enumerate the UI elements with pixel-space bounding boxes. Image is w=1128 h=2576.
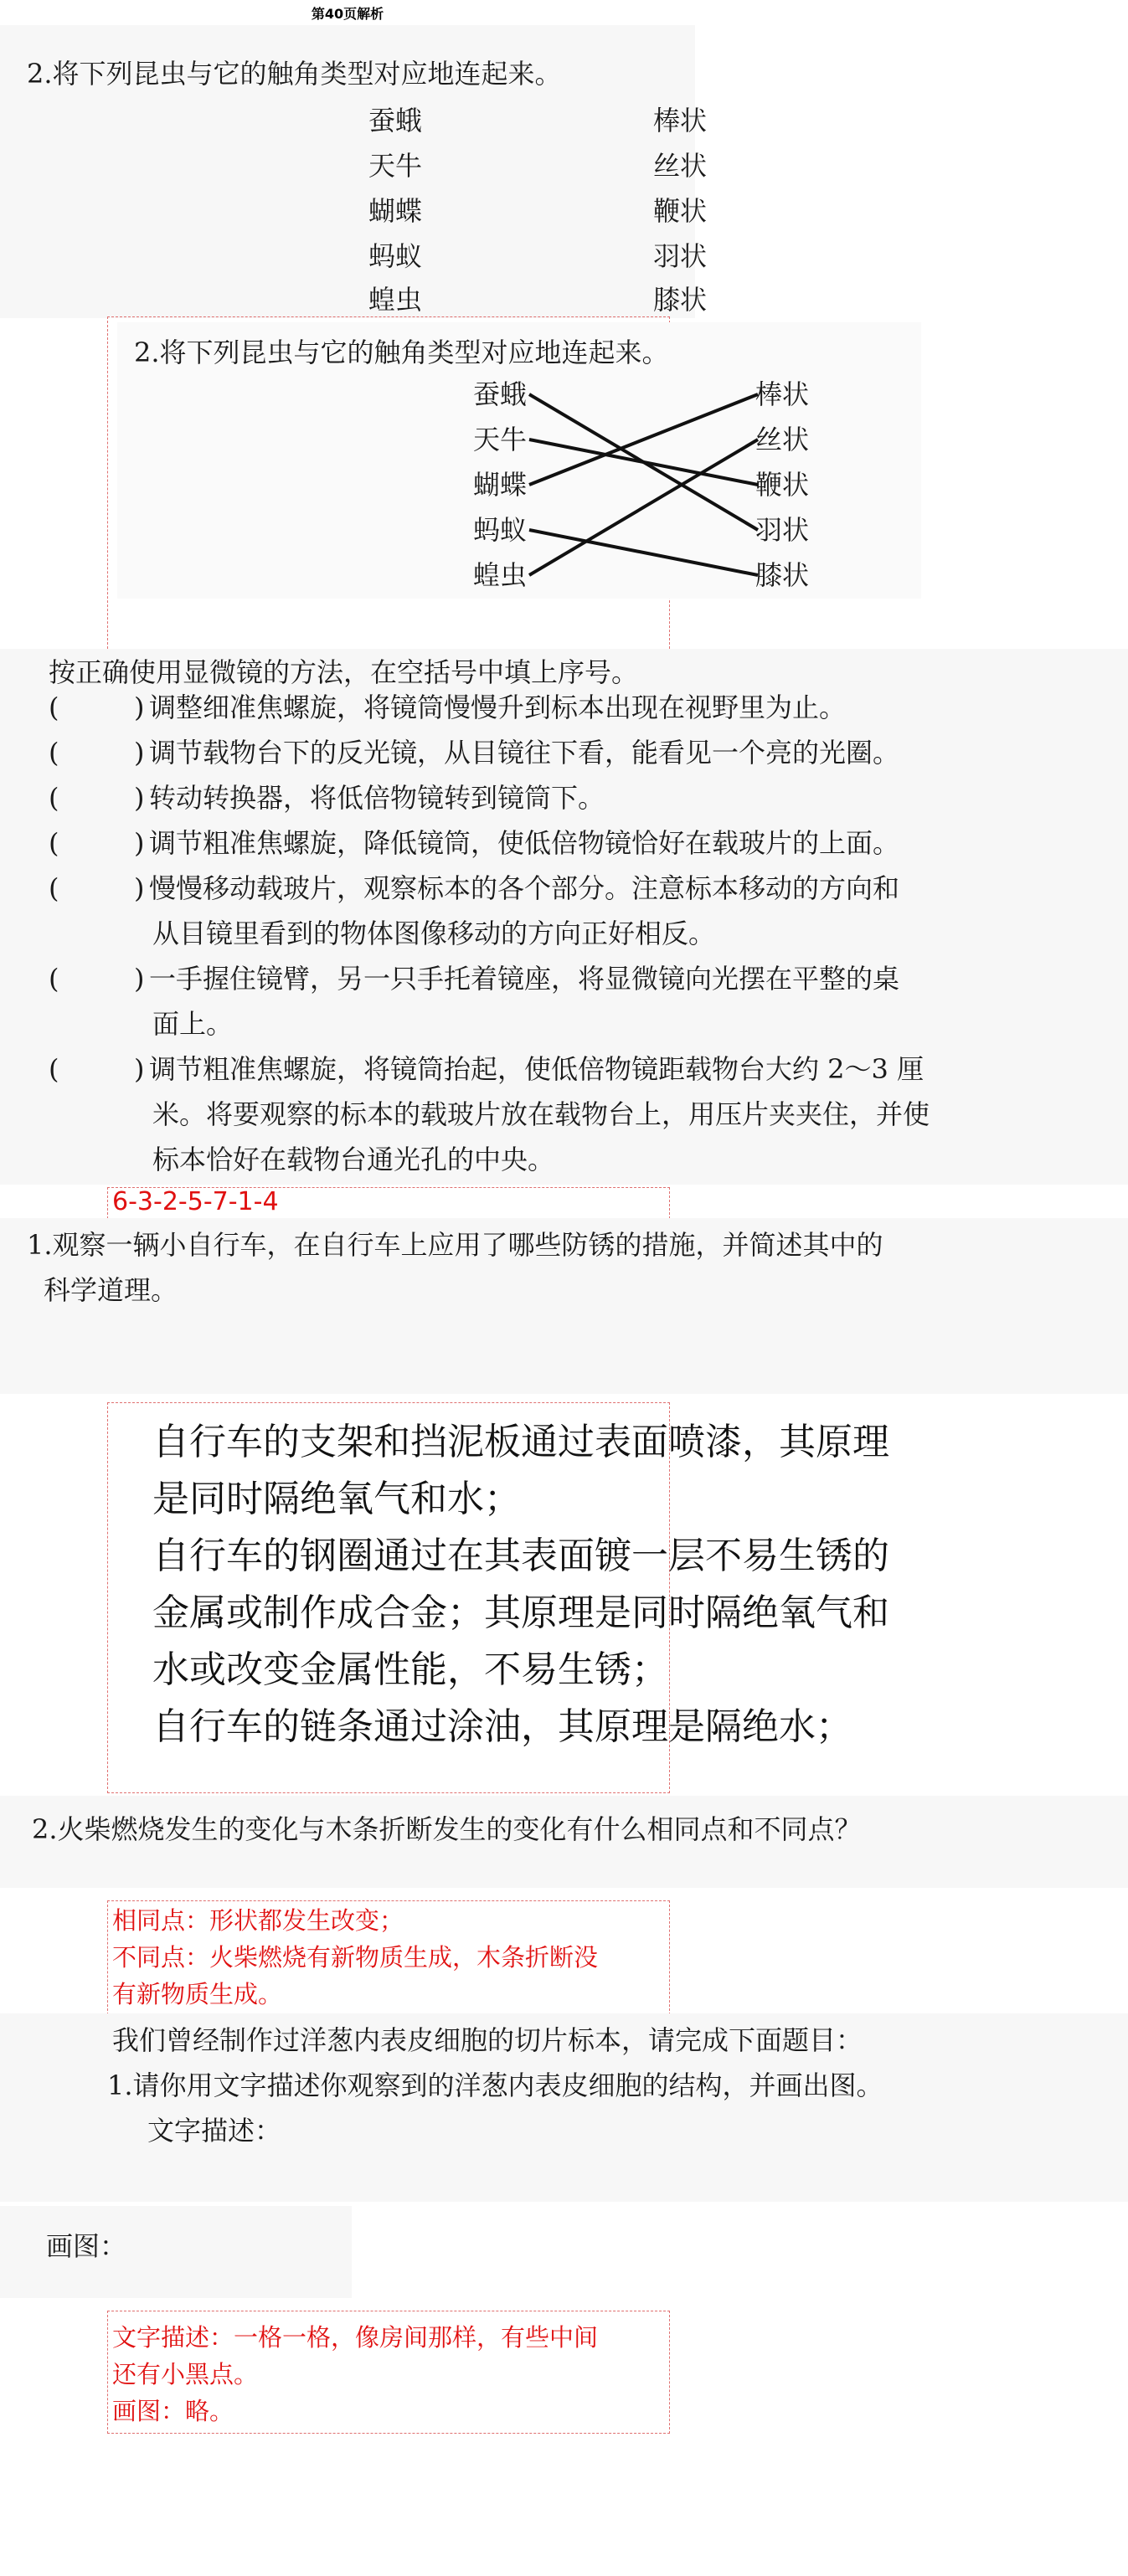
onion-draw-scan — [0, 2206, 352, 2298]
step-paren-open: ( — [49, 827, 59, 859]
onion-intro: 我们曾经制作过洋葱内表皮细胞的切片标本，请完成下面题目： — [112, 2024, 863, 2056]
microscope-step-text: 标本恰好在载物台通光孔的中央。 — [152, 1144, 555, 1175]
change-question-scan — [0, 1796, 1128, 1888]
microscope-step-text: 米。将要观察的标本的载玻片放在载物台上，用压片夹夹住，并使 — [152, 1098, 930, 1130]
bicycle-answer-line: 是同时隔绝氧气和水； — [152, 1478, 521, 1520]
step-paren-open: ( — [49, 872, 59, 904]
bicycle-answer-line: 自行车的链条通过涂油，其原理是隔绝水； — [152, 1705, 852, 1748]
antenna-question-text: 2.将下列昆虫与它的触角类型对应地连起来。 — [27, 58, 562, 90]
onion-draw-label: 画图： — [46, 2230, 127, 2262]
answer-type: 羽状 — [755, 514, 810, 546]
step-paren-open: ( — [49, 963, 59, 995]
answer-type: 膝状 — [755, 559, 810, 591]
answer-insect: 蚕蛾 — [473, 378, 528, 410]
bicycle-question-line1: 1.观察一辆小自行车，在自行车上应用了哪些防锈的措施，并简述其中的 — [27, 1229, 883, 1261]
microscope-question-scan — [0, 649, 1128, 1185]
bicycle-question-scan — [0, 1218, 1128, 1394]
step-paren-close: ) — [134, 1053, 145, 1085]
page-title: 第40页解析 — [311, 6, 384, 22]
antenna-answer-scan — [117, 322, 921, 599]
antenna-type-item: 膝状 — [653, 284, 708, 316]
step-paren-close: ) — [134, 692, 145, 723]
onion-text-label: 文字描述： — [147, 2115, 282, 2147]
match-line — [529, 394, 758, 485]
insect-item: 蚂蚁 — [368, 240, 423, 272]
microscope-step-text: 慢慢移动载玻片，观察标本的各个部分。注意标本移动的方向和 — [149, 872, 900, 904]
answer-insect: 天牛 — [473, 424, 528, 455]
step-paren-open: ( — [49, 737, 59, 769]
bicycle-answer-line: 自行车的钢圈通过在其表面镀一层不易生锈的 — [152, 1535, 889, 1577]
answer-type: 棒状 — [755, 378, 810, 410]
answer-insect: 蚂蚁 — [473, 514, 528, 546]
bicycle-answer-line: 水或改变金属性能，不易生锈； — [152, 1648, 668, 1691]
change-question-text: 2.火柴燃烧发生的变化与木条折断发生的变化有什么相同点和不同点？ — [32, 1813, 862, 1845]
step-paren-close: ) — [134, 963, 145, 995]
bicycle-answer — [152, 1419, 889, 1761]
step-paren-close: ) — [134, 872, 145, 904]
answer-insect: 蝗虫 — [473, 559, 528, 591]
microscope-answer: 6-3-2-5-7-1-4 — [112, 1187, 279, 1216]
step-paren-close: ) — [134, 827, 145, 859]
change-answer — [112, 1902, 598, 2013]
onion-answer-line: 还有小黑点。 — [112, 2360, 259, 2388]
microscope-step-text: 调整细准焦螺旋，将镜筒慢慢升到标本出现在视野里为止。 — [149, 692, 847, 723]
insect-item: 蝗虫 — [368, 284, 423, 316]
antenna-type-item: 鞭状 — [653, 195, 708, 227]
microscope-step-text: 调节载物台下的反光镜，从目镜往下看，能看见一个亮的光圈。 — [149, 737, 900, 769]
microscope-step-text: 从目镜里看到的物体图像移动的方向正好相反。 — [152, 918, 716, 949]
step-paren-open: ( — [49, 1053, 59, 1085]
microscope-question-text: 按正确使用显微镜的方法，在空括号中填上序号。 — [49, 656, 639, 688]
bicycle-answer-line: 金属或制作成合金；其原理是同时隔绝氧气和 — [152, 1591, 889, 1634]
match-line — [529, 440, 758, 575]
change-answer-line: 不同点：火柴燃烧有新物质生成，木条折断没 — [112, 1943, 599, 1972]
step-paren-open: ( — [49, 782, 59, 814]
onion-answer — [112, 2319, 598, 2429]
matching-lines — [117, 322, 921, 599]
antenna-type-item: 羽状 — [653, 240, 708, 272]
microscope-step-text: 一手握住镜臂，另一只手托着镜座，将显微镜向光摆在平整的桌 — [149, 963, 900, 995]
antenna-type-item: 棒状 — [653, 105, 708, 136]
microscope-step-text: 面上。 — [152, 1008, 234, 1040]
bicycle-answer-line: 自行车的支架和挡泥板通过表面喷漆，其原理 — [152, 1421, 889, 1463]
microscope-step-text: 转动转换器，将低倍物镜转到镜筒下。 — [149, 782, 605, 814]
insect-item: 天牛 — [368, 150, 423, 182]
change-answer-line: 相同点：形状都发生改变； — [112, 1906, 404, 1935]
match-line — [529, 440, 758, 485]
microscope-step-text: 调节粗准焦螺旋，将镜筒抬起，使低倍物镜距载物台大约 2～3 厘 — [149, 1053, 925, 1085]
change-answer-line: 有新物质生成。 — [112, 1980, 283, 2008]
answer-type: 鞭状 — [755, 469, 810, 501]
onion-question-scan — [0, 2013, 1128, 2202]
onion-answer-line: 文字描述：一格一格，像房间那样，有些中间 — [112, 2323, 599, 2352]
step-paren-open: ( — [49, 692, 59, 723]
antenna-answer-question: 2.将下列昆虫与它的触角类型对应地连起来。 — [134, 337, 669, 368]
step-paren-close: ) — [134, 782, 145, 814]
step-paren-close: ) — [134, 737, 145, 769]
answer-insect: 蝴蝶 — [473, 469, 528, 501]
answer-type: 丝状 — [755, 424, 810, 455]
insect-item: 蚕蛾 — [368, 105, 423, 136]
insect-item: 蝴蝶 — [368, 195, 423, 227]
microscope-step-text: 调节粗准焦螺旋，降低镜筒，使低倍物镜恰好在载玻片的上面。 — [149, 827, 900, 859]
antenna-question-scan — [0, 25, 708, 318]
match-line — [529, 530, 758, 575]
bicycle-question-line2: 科学道理。 — [44, 1274, 178, 1306]
onion-answer-line: 画图：略。 — [112, 2397, 234, 2425]
antenna-type-item: 丝状 — [653, 150, 708, 182]
onion-question-text: 1.请你用文字描述你观察到的洋葱内表皮细胞的结构，并画出图。 — [107, 2070, 883, 2101]
